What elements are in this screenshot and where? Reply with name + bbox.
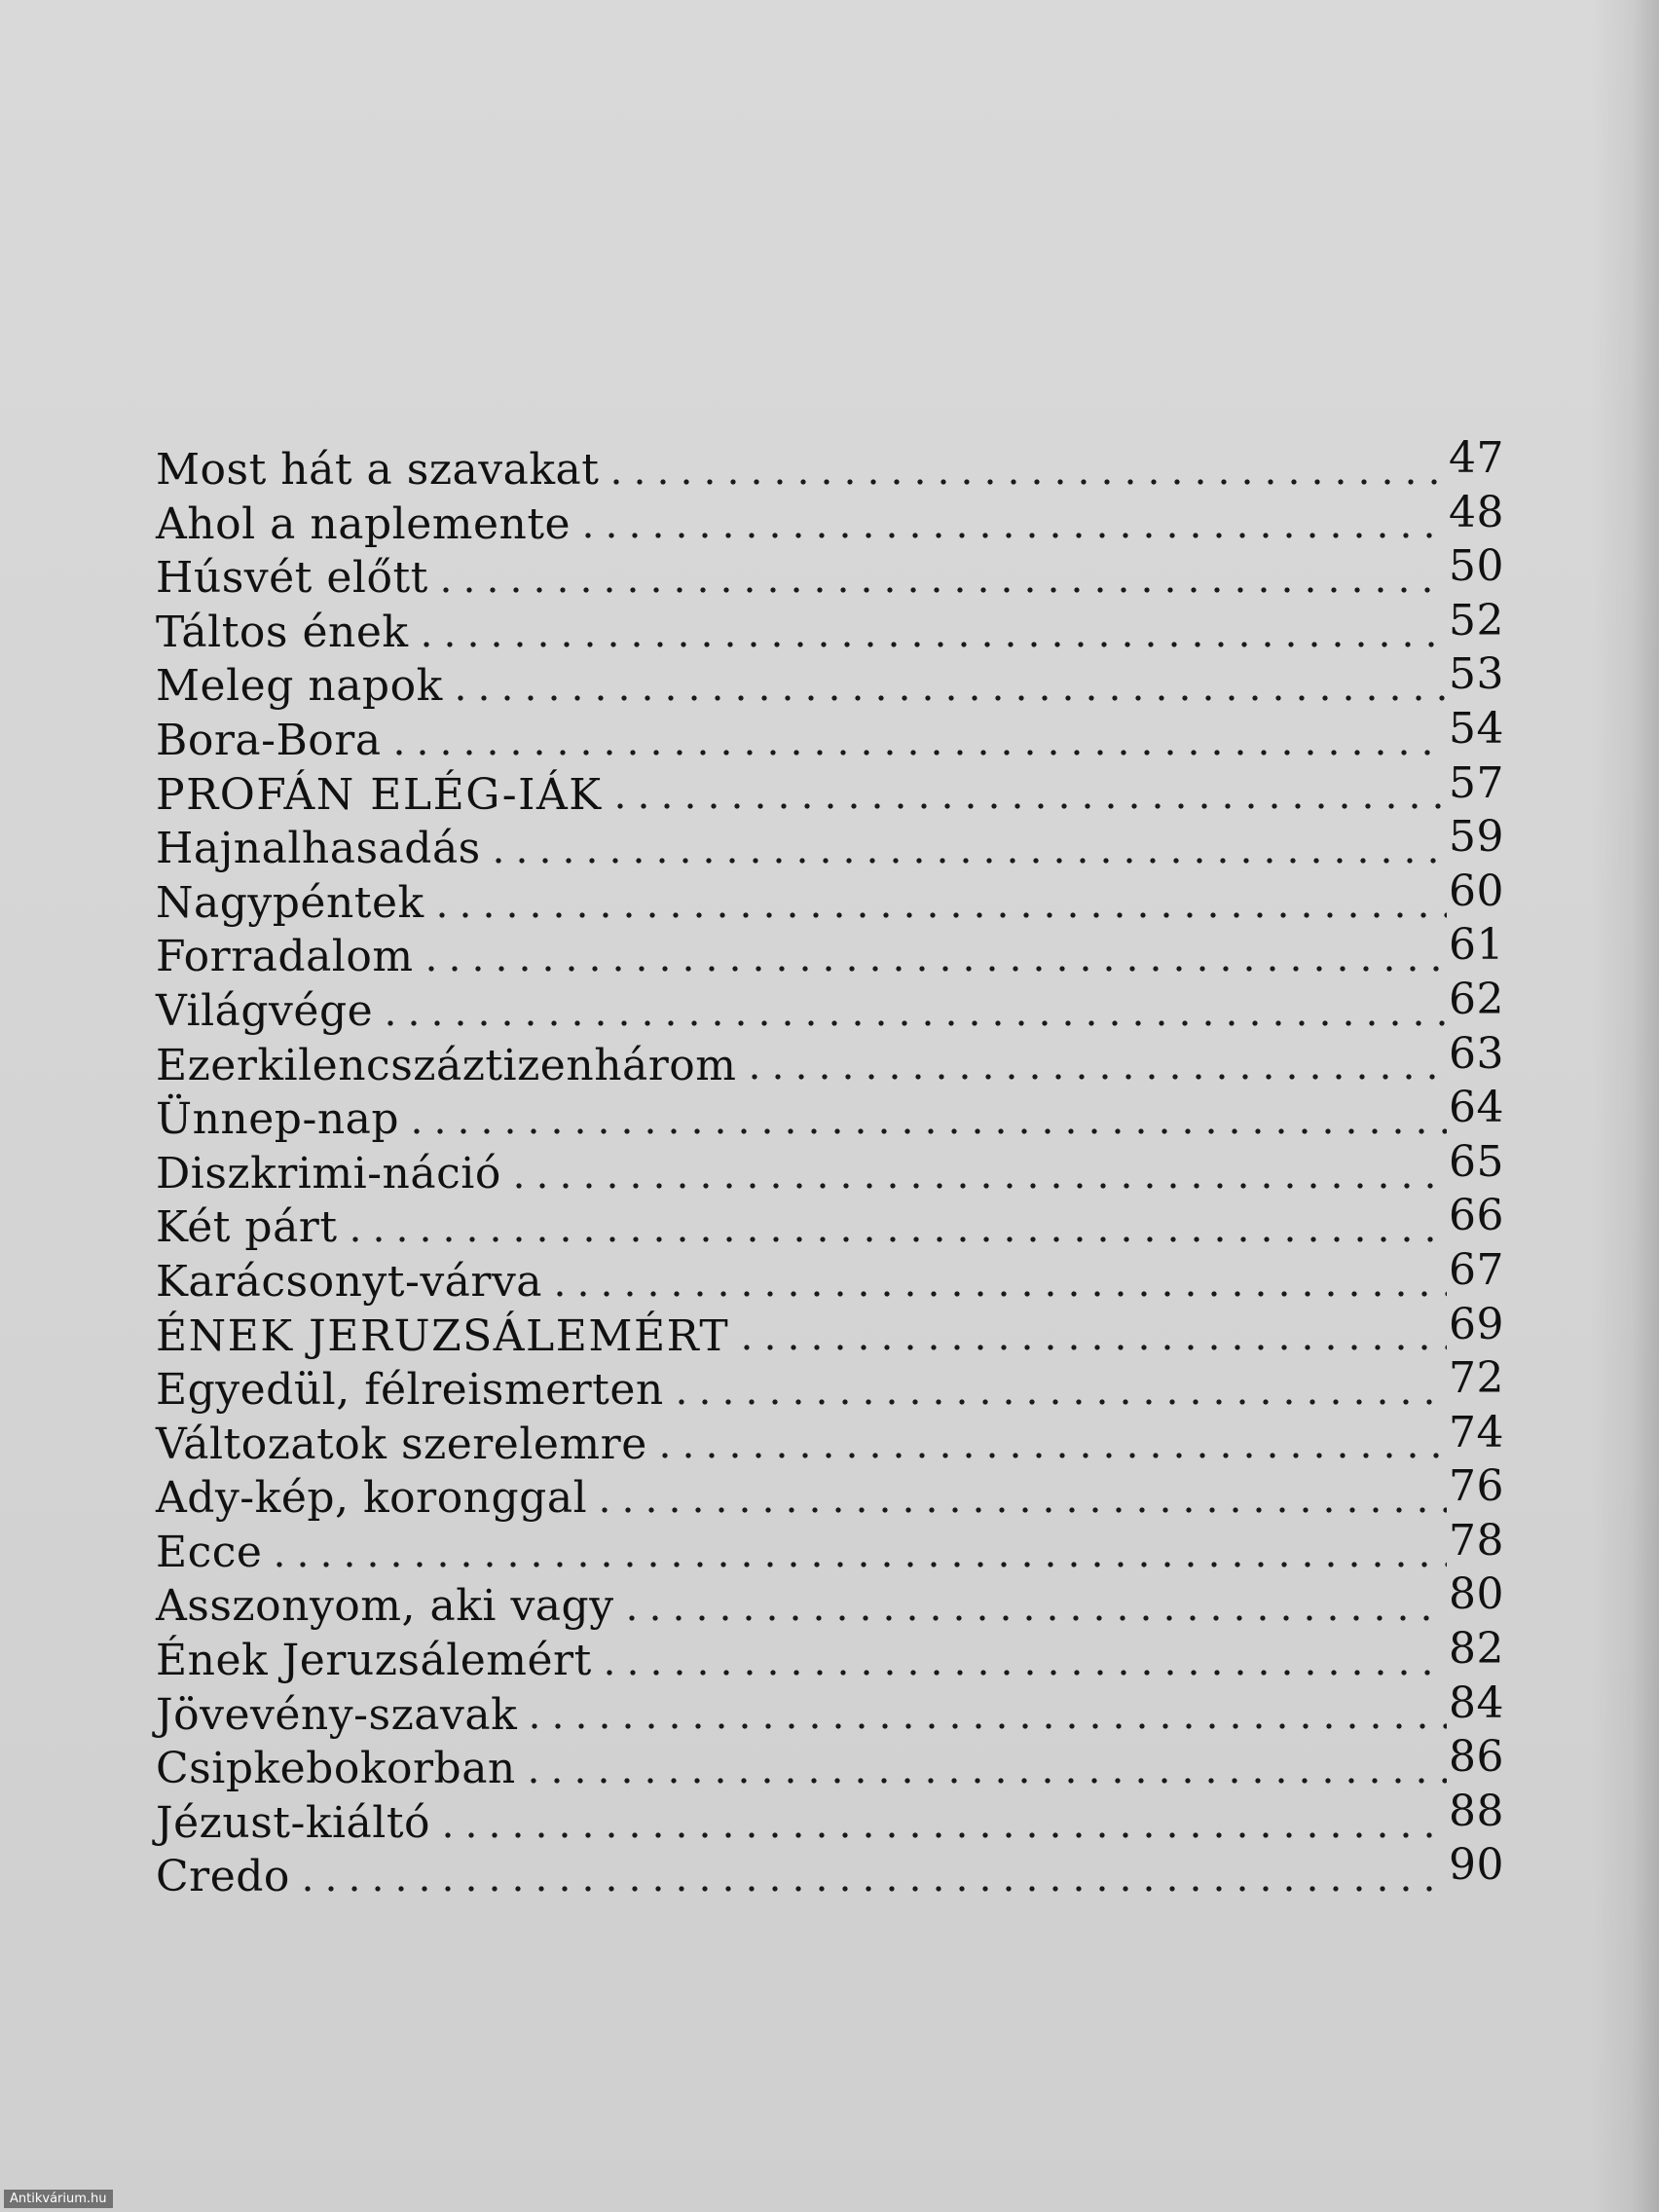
toc-entry bbox=[156, 1461, 1519, 1526]
source-watermark: Antikvárium.hu bbox=[4, 2190, 113, 2208]
toc-entry-page: 59 bbox=[1449, 812, 1504, 863]
toc-entry-page: 57 bbox=[1449, 757, 1504, 808]
dot-leader bbox=[548, 1289, 1447, 1299]
toc-section-title: ÉNEK JERUZSÁLEMÉRT bbox=[156, 1310, 730, 1361]
toc-entry-page: 66 bbox=[1449, 1191, 1504, 1241]
toc-entry bbox=[156, 1515, 1519, 1580]
toc-entry-page: 86 bbox=[1449, 1732, 1504, 1783]
toc-entry-title: Egyedül, félreismerten bbox=[156, 1365, 664, 1416]
toc-entry-title: Két párt bbox=[156, 1202, 338, 1253]
toc-entry-page: 50 bbox=[1449, 541, 1504, 592]
toc-entry-page: 72 bbox=[1449, 1353, 1504, 1404]
toc-entry bbox=[156, 1624, 1519, 1688]
toc-entry-page: 53 bbox=[1449, 649, 1504, 700]
toc-entry-title: Húsvét előtt bbox=[156, 553, 428, 604]
toc-entry bbox=[156, 1407, 1519, 1472]
toc-entry-title: Nagypéntek bbox=[156, 877, 424, 928]
toc-entry bbox=[156, 541, 1519, 606]
toc-entry bbox=[156, 1840, 1519, 1904]
dot-leader bbox=[415, 640, 1447, 649]
toc-entry bbox=[156, 1786, 1519, 1851]
dot-leader bbox=[430, 910, 1447, 920]
toc-entry-title: Most hát a szavakat bbox=[156, 445, 600, 495]
toc-entry-page: 62 bbox=[1449, 974, 1504, 1024]
toc-entry bbox=[156, 920, 1519, 984]
toc-entry bbox=[156, 1677, 1519, 1743]
toc-entry-page: 67 bbox=[1449, 1244, 1504, 1295]
toc-entry-page: 84 bbox=[1449, 1677, 1504, 1728]
toc-entry-title: Táltos ének bbox=[156, 607, 409, 657]
dot-leader bbox=[743, 1072, 1447, 1082]
toc-entry bbox=[156, 812, 1519, 876]
dot-leader bbox=[449, 693, 1447, 703]
toc-entry bbox=[156, 866, 1519, 931]
toc-entry bbox=[156, 1353, 1519, 1418]
toc-entry-title: Világvége bbox=[156, 985, 374, 1036]
toc-entry bbox=[156, 974, 1519, 1039]
dot-leader bbox=[608, 801, 1447, 811]
toc-entry-page: 65 bbox=[1449, 1136, 1504, 1187]
toc-entry-page: 82 bbox=[1449, 1624, 1504, 1675]
toc-entry-title: Ahol a naplemente bbox=[156, 498, 571, 549]
toc-entry-page: 74 bbox=[1449, 1407, 1504, 1457]
toc-entry bbox=[156, 433, 1519, 498]
toc-entry-title: Ünnep-nap bbox=[156, 1094, 400, 1145]
toc-entry-title: Változatok szerelemre bbox=[156, 1419, 647, 1469]
dot-leader bbox=[268, 1560, 1447, 1569]
toc-entry-title: Karácsonyt-várva bbox=[156, 1256, 543, 1307]
toc-entry-title: Ady-kép, koronggal bbox=[156, 1473, 588, 1524]
toc-entry-page: 60 bbox=[1449, 866, 1504, 916]
dot-leader bbox=[620, 1613, 1447, 1623]
toc-section-heading bbox=[156, 1299, 1519, 1364]
toc-entry-page: 48 bbox=[1449, 487, 1504, 537]
toc-entry-page: 52 bbox=[1449, 595, 1504, 645]
dot-leader bbox=[507, 1181, 1447, 1191]
toc-entry-page: 88 bbox=[1449, 1786, 1504, 1836]
toc-entry-page: 69 bbox=[1449, 1299, 1504, 1349]
toc-entry-page: 61 bbox=[1449, 920, 1504, 971]
dot-leader bbox=[523, 1721, 1447, 1731]
dot-leader bbox=[405, 1126, 1447, 1136]
toc-entry bbox=[156, 1136, 1519, 1201]
dot-leader bbox=[296, 1884, 1447, 1894]
toc-entry-title: Jövevény-szavak bbox=[156, 1689, 518, 1740]
toc-entry bbox=[156, 1244, 1519, 1309]
dot-leader bbox=[522, 1776, 1447, 1786]
toc-entry-page: 64 bbox=[1449, 1083, 1504, 1133]
toc-entry-title: Ezerkilencszáztizenhárom bbox=[156, 1040, 737, 1090]
toc-entry-title: Jézust-kiáltó bbox=[156, 1797, 431, 1848]
toc-entry-page: 78 bbox=[1449, 1515, 1504, 1566]
toc-entry-title: Forradalom bbox=[156, 932, 414, 982]
table-of-contents bbox=[156, 433, 1519, 1904]
toc-entry-title: Diszkrimi-náció bbox=[156, 1148, 501, 1198]
toc-entry-title: Ének Jeruzsálemért bbox=[156, 1636, 592, 1686]
toc-entry bbox=[156, 703, 1519, 768]
toc-entry bbox=[156, 649, 1519, 714]
dot-leader bbox=[735, 1343, 1447, 1352]
toc-entry-page: 47 bbox=[1449, 433, 1504, 483]
dot-leader bbox=[436, 1830, 1447, 1840]
toc-entry bbox=[156, 1028, 1519, 1093]
toc-entry bbox=[156, 1569, 1519, 1634]
toc-entry bbox=[156, 1732, 1519, 1796]
toc-entry-title: Bora-Bora bbox=[156, 715, 382, 765]
toc-entry bbox=[156, 1083, 1519, 1147]
toc-entry-page: 80 bbox=[1449, 1569, 1504, 1620]
dot-leader bbox=[653, 1451, 1447, 1460]
toc-entry-page: 90 bbox=[1449, 1840, 1504, 1891]
toc-entry-page: 76 bbox=[1449, 1461, 1504, 1512]
dot-leader bbox=[420, 964, 1447, 974]
dot-leader bbox=[670, 1397, 1447, 1407]
toc-entry bbox=[156, 487, 1519, 552]
toc-entry-title: Ecce bbox=[156, 1527, 263, 1577]
toc-entry-title: Hajnalhasadás bbox=[156, 824, 481, 874]
toc-section-heading bbox=[156, 757, 1519, 823]
toc-entry bbox=[156, 595, 1519, 660]
dot-leader bbox=[576, 531, 1447, 540]
dot-leader bbox=[593, 1505, 1447, 1515]
dot-leader bbox=[379, 1018, 1447, 1028]
toc-entry bbox=[156, 1191, 1519, 1255]
toc-entry-page: 63 bbox=[1449, 1028, 1504, 1079]
toc-section-title: PROFÁN ELÉG-IÁK bbox=[156, 769, 603, 820]
toc-entry-title: Asszonyom, aki vagy bbox=[156, 1581, 614, 1632]
dot-leader bbox=[387, 748, 1447, 757]
toc-entry-title: Credo bbox=[156, 1852, 290, 1902]
page-edge-shadow bbox=[1591, 0, 1659, 2212]
toc-entry-title: Meleg napok bbox=[156, 661, 443, 712]
toc-entry-page: 54 bbox=[1449, 703, 1504, 754]
dot-leader bbox=[434, 585, 1447, 595]
dot-leader bbox=[598, 1668, 1447, 1677]
toc-entry-title: Csipkebokorban bbox=[156, 1744, 516, 1794]
dot-leader bbox=[344, 1235, 1447, 1244]
dot-leader bbox=[487, 856, 1447, 866]
dot-leader bbox=[605, 477, 1447, 487]
